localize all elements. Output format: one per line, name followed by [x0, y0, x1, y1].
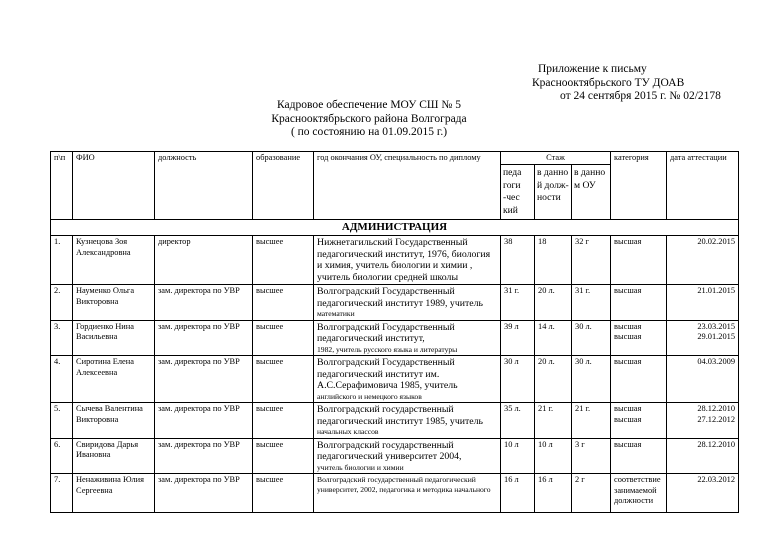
- cell-graduation: [314, 236, 501, 285]
- cell-education: высшее: [253, 356, 314, 403]
- category-value: высшая: [614, 414, 642, 424]
- graduation-text: Волгоградский государственный педагогический институт 1985, учитель: [317, 404, 483, 427]
- cell-stazh-ou: 2 г: [572, 474, 611, 513]
- cell-position: директор: [155, 236, 253, 285]
- cell-category: [611, 474, 667, 513]
- header-stazh-position: в данно й долж- ности: [535, 165, 572, 220]
- graduation-text: Волгоградский Государственный педагогический институт им. А.С.Серафимовича 1985, учитель: [317, 357, 458, 392]
- cell-fio: Кузнецова Зоя Александровна: [73, 236, 155, 285]
- section-title: АДМИНИСТРАЦИЯ: [51, 220, 739, 236]
- cell-education: высшее: [253, 403, 314, 439]
- graduation-extra: английского и немецкого языков: [317, 391, 422, 401]
- cell-graduation: [314, 474, 501, 513]
- cell-fio: Науменко Ольга Викторовна: [73, 285, 155, 321]
- category-value: высшая: [614, 404, 642, 414]
- attestation-date: 27.12.2012: [697, 414, 736, 424]
- graduation-text: Волгоградский государственный педагогический университет 2004,: [317, 439, 462, 463]
- attestation-date: 29.01.2015: [697, 332, 736, 342]
- graduation-text: Волгоградский Государственный педагогический институт,: [317, 321, 455, 345]
- table-row: [51, 403, 739, 439]
- cell-stazh-ped: 16 л: [501, 474, 535, 513]
- cell-stazh-position: 14 л.: [535, 320, 572, 356]
- cell-fio: Сиротина Елена Алексеевна: [73, 356, 155, 403]
- attestation-date: 04.03.2009: [697, 357, 736, 367]
- cell-category: [611, 320, 667, 356]
- cell-position: зам. директора по УВР: [155, 356, 253, 403]
- cell-stazh-ou: 30 л.: [572, 356, 611, 403]
- header-fio: ФИО: [73, 152, 155, 220]
- graduation-extra: 1982, учитель русского языка и литературы: [317, 344, 458, 354]
- title-line: Кадровое обеспечение МОУ СШ № 5: [277, 99, 461, 111]
- attestation-date: 22.03.2012: [697, 475, 736, 485]
- header-stazh-ou: в данно м ОУ: [572, 165, 611, 220]
- cell-stazh-ped: 38: [501, 236, 535, 285]
- category-value: высшая: [614, 237, 642, 247]
- cell-num: 4.: [51, 356, 73, 403]
- cell-stazh-position: 16 л: [535, 474, 572, 513]
- cell-stazh-position: 20 л.: [535, 285, 572, 321]
- cell-category: [611, 356, 667, 403]
- cell-stazh-position: 21 г.: [535, 403, 572, 439]
- attachment-line: Приложение к письму: [538, 63, 647, 75]
- cell-education: высшее: [253, 236, 314, 285]
- cell-graduation: [314, 438, 501, 474]
- cell-position: зам. директора по УВР: [155, 438, 253, 474]
- attachment-line: от 24 сентября 2015 г. № 02/2178: [560, 90, 721, 102]
- graduation-extra: математики: [317, 309, 355, 319]
- header-category: категория: [611, 152, 667, 220]
- graduation-text: Нижнетагильский Государственный педагогический институт, 1976, биология и химия, учитель биологии и химии , учитель биологии средней школы: [317, 237, 491, 283]
- cell-fio: Ненаживина Юлия Сергеевна: [73, 474, 155, 513]
- cell-stazh-position: 10 л: [535, 438, 572, 474]
- cell-graduation: [314, 356, 501, 403]
- attestation-date: 21.01.2015: [697, 286, 736, 296]
- cell-attestation: [667, 320, 739, 356]
- cell-stazh-ou: 21 г.: [572, 403, 611, 439]
- attachment-line: Краснооктябрьского ТУ ДОАВ: [532, 76, 685, 89]
- cell-attestation: [667, 356, 739, 403]
- cell-stazh-ou: 32 г: [572, 236, 611, 285]
- cell-num: 2.: [51, 285, 73, 321]
- cell-category: [611, 285, 667, 321]
- graduation-text: Волгоградский Государственный педагогический институт 1989, учитель: [317, 286, 483, 309]
- cell-position: зам. директора по УВР: [155, 285, 253, 321]
- cell-stazh-position: 18: [535, 236, 572, 285]
- header-graduation: год окончания ОУ, специальность по диплому: [314, 152, 501, 220]
- staff-table: [50, 151, 739, 513]
- category-value: высшая: [614, 357, 642, 367]
- cell-attestation: [667, 403, 739, 439]
- table-row: [51, 438, 739, 474]
- cell-graduation: [314, 285, 501, 321]
- category-value: высшая: [614, 286, 642, 296]
- attestation-date: 20.02.2015: [697, 237, 736, 247]
- cell-num: 5.: [51, 403, 73, 439]
- cell-position: зам. директора по УВР: [155, 474, 253, 513]
- cell-fio: Сычева Валентина Викторовна: [73, 403, 155, 439]
- cell-stazh-ou: 30 л.: [572, 320, 611, 356]
- cell-num: 6.: [51, 438, 73, 474]
- cell-attestation: [667, 236, 739, 285]
- graduation-extra: Волгоградский государственный педагогический университет, 2002, педагогика и методика начального: [317, 475, 491, 494]
- cell-position: зам. директора по УВР: [155, 403, 253, 439]
- cell-position: зам. директора по УВР: [155, 320, 253, 356]
- header-education: образование: [253, 152, 314, 220]
- cell-education: высшее: [253, 438, 314, 474]
- cell-attestation: [667, 285, 739, 321]
- category-value: высшая: [614, 332, 642, 342]
- table-row: [51, 356, 739, 403]
- cell-stazh-ped: 31 г.: [501, 285, 535, 321]
- header-stazh-ped: педа гоги -чес кий: [501, 165, 535, 220]
- cell-stazh-position: 20 л.: [535, 356, 572, 403]
- cell-fio: Гордиенко Нина Васильевна: [73, 320, 155, 356]
- title-line: ( по состоянию на 01.09.2015 г.): [290, 126, 448, 138]
- cell-graduation: [314, 320, 501, 356]
- cell-stazh-ped: 30 л: [501, 356, 535, 403]
- header-stazh: Стаж: [501, 152, 611, 165]
- category-value: высшая: [614, 321, 642, 331]
- cell-num: 3.: [51, 320, 73, 356]
- cell-graduation: [314, 403, 501, 439]
- cell-attestation: [667, 438, 739, 474]
- cell-education: высшее: [253, 285, 314, 321]
- graduation-extra: учитель биологии и химии: [317, 462, 404, 472]
- cell-stazh-ou: 3 г: [572, 438, 611, 474]
- table-row: [51, 474, 739, 513]
- header-num: п\п: [51, 152, 73, 220]
- cell-category: [611, 403, 667, 439]
- document-title: [238, 99, 500, 140]
- cell-education: высшее: [253, 474, 314, 513]
- cell-stazh-ped: 39 л: [501, 320, 535, 356]
- cell-stazh-ped: 10 л: [501, 438, 535, 474]
- title-line: Краснооктябрьского района Волгограда: [271, 112, 467, 125]
- graduation-extra: начальных классов: [317, 427, 379, 437]
- table-row: [51, 236, 739, 285]
- attestation-date: 28.12.2010: [697, 404, 736, 414]
- category-value: соответствие занимаемой должности: [614, 475, 661, 505]
- table-row: [51, 320, 739, 356]
- attestation-date: 23.03.2015: [697, 321, 736, 331]
- cell-num: 1.: [51, 236, 73, 285]
- cell-category: [611, 236, 667, 285]
- header-attestation: дата аттестации: [667, 152, 739, 220]
- cell-education: высшее: [253, 320, 314, 356]
- header-position: должность: [155, 152, 253, 220]
- table-row: [51, 285, 739, 321]
- category-value: высшая: [614, 439, 642, 449]
- attestation-date: 28.12.2010: [697, 439, 736, 449]
- cell-num: 7.: [51, 474, 73, 513]
- cell-category: [611, 438, 667, 474]
- cell-attestation: [667, 474, 739, 513]
- cell-stazh-ped: 35 л.: [501, 403, 535, 439]
- attachment-note: [532, 63, 752, 104]
- cell-stazh-ou: 31 г.: [572, 285, 611, 321]
- cell-fio: Свиридова Дарья Ивановна: [73, 438, 155, 474]
